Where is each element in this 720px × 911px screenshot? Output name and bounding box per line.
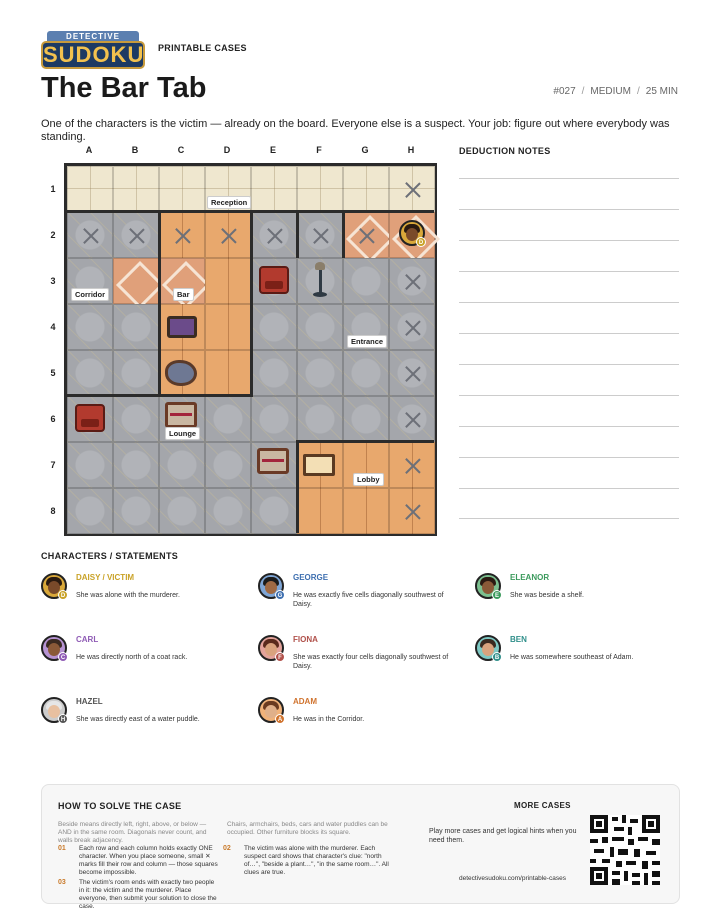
room-label-lounge: Lounge	[165, 427, 200, 440]
character-name: GEORGE	[293, 573, 329, 582]
column-label: D	[223, 145, 231, 155]
x-mark-icon	[221, 228, 237, 244]
board-cell[interactable]	[251, 166, 297, 212]
character-name: ADAM	[293, 697, 317, 706]
row-label: 5	[50, 368, 56, 378]
room-wall	[67, 394, 159, 397]
board-cell[interactable]	[159, 212, 205, 258]
board-cell[interactable]	[297, 396, 343, 442]
character-statement: He was exactly five cells diagonally southwest of Daisy.	[293, 592, 444, 608]
board-cell[interactable]	[205, 396, 251, 442]
logo-small-text: DETECTIVE	[47, 31, 139, 43]
note-line[interactable]	[459, 426, 679, 427]
room-wall	[250, 258, 253, 306]
row-label: 3	[50, 276, 56, 286]
x-mark-icon	[405, 504, 421, 520]
game-board	[64, 163, 437, 536]
armchair-icon	[259, 266, 289, 294]
avatar: B	[475, 635, 501, 661]
row-label: 8	[50, 506, 56, 516]
how-to-intro: Beside means directly left, right, above, or below — AND in the same room. Diagonals never count, and walls break adjacency.	[58, 821, 207, 844]
column-labels	[66, 145, 436, 157]
water-puddle-icon	[165, 360, 197, 386]
board-cell[interactable]	[389, 166, 435, 212]
board-cell[interactable]	[297, 166, 343, 212]
step-text: The victim was alone with the murderer. Each suspect card shows that character's clue: "north of…", "beside a plant…", "in the same room…". All clues are true.	[244, 845, 389, 876]
room-label-entrance: Entrance	[347, 335, 387, 348]
board-cell[interactable]	[205, 258, 251, 304]
board-cell[interactable]	[297, 350, 343, 396]
board-cell[interactable]	[205, 304, 251, 350]
avatar: G	[258, 573, 284, 599]
board-cell[interactable]	[159, 488, 205, 534]
board-cell[interactable]	[159, 442, 205, 488]
board-cell[interactable]	[297, 488, 343, 534]
x-mark-icon	[405, 182, 421, 198]
board-cell[interactable]	[343, 350, 389, 396]
step-text: The victim's room ends with exactly two people in it: the victim and the murderer. Place everyone, then submit your solution to close the case.	[79, 879, 217, 910]
note-line[interactable]	[459, 209, 679, 210]
note-line[interactable]	[459, 302, 679, 303]
row-label: 1	[50, 184, 56, 194]
column-label: C	[177, 145, 185, 155]
room-label-corridor: Corridor	[71, 288, 109, 301]
board-cell[interactable]	[251, 212, 297, 258]
character-card	[41, 635, 241, 691]
x-mark-icon	[175, 228, 191, 244]
character-name: CARL	[76, 635, 99, 644]
x-mark-icon	[313, 228, 329, 244]
character-name: BEN	[510, 635, 527, 644]
board-cell[interactable]	[113, 212, 159, 258]
column-label: F	[316, 145, 322, 155]
qr-code-icon[interactable]	[590, 815, 660, 885]
character-statement: He was somewhere southeast of Adam.	[510, 654, 634, 661]
x-mark-icon	[83, 228, 99, 244]
shelf-icon	[165, 402, 197, 428]
character-statement: He was in the Corridor.	[293, 716, 365, 723]
character-statement: She was exactly four cells diagonally southwest of Daisy.	[293, 654, 449, 670]
character-card	[475, 635, 675, 691]
note-line[interactable]	[459, 271, 679, 272]
case-difficulty: MEDIUM	[590, 86, 631, 97]
case-intro: One of the characters is the victim — already on the board. Everyone else is a suspect. Your job: figure out where everybody was standing.	[41, 118, 670, 143]
note-line[interactable]	[459, 364, 679, 365]
board-cell[interactable]	[205, 212, 251, 258]
room-wall	[296, 440, 299, 533]
board-cell[interactable]	[205, 350, 251, 396]
board-cell[interactable]	[389, 442, 435, 488]
board-cell[interactable]	[205, 488, 251, 534]
board-cell[interactable]	[67, 488, 113, 534]
board-cell[interactable]	[159, 166, 205, 212]
step-number: 03	[58, 879, 66, 886]
board-cell[interactable]	[343, 396, 389, 442]
armchair-icon	[75, 404, 105, 432]
step-number: 01	[58, 845, 66, 852]
row-label: 6	[50, 414, 56, 424]
board-cell[interactable]	[113, 488, 159, 534]
note-line[interactable]	[459, 457, 679, 458]
board-cell[interactable]	[389, 396, 435, 442]
how-to-title: HOW TO SOLVE THE CASE	[58, 801, 182, 811]
board-cell[interactable]	[205, 442, 251, 488]
board-cell[interactable]	[343, 258, 389, 304]
brand-logo	[41, 31, 145, 69]
x-mark-icon	[405, 412, 421, 428]
room-wall	[296, 210, 299, 258]
more-cases-title: MORE CASES	[514, 801, 571, 810]
board-cell[interactable]	[251, 488, 297, 534]
board-cell[interactable]	[113, 258, 159, 304]
board-cell[interactable]	[251, 396, 297, 442]
room-wall	[296, 440, 434, 443]
column-label: B	[131, 145, 139, 155]
row-label: 2	[50, 230, 56, 240]
avatar: F	[258, 635, 284, 661]
room-wall	[158, 210, 161, 396]
avatar: C	[41, 635, 67, 661]
character-card	[41, 573, 241, 629]
character-name: HAZEL	[76, 697, 103, 706]
x-mark-icon	[405, 366, 421, 382]
board-cell[interactable]	[297, 212, 343, 258]
section-label: PRINTABLE CASES	[158, 43, 247, 53]
character-name: FIONA	[293, 635, 318, 644]
shelf-icon	[257, 448, 289, 474]
row-labels	[46, 165, 60, 535]
character-card	[258, 697, 458, 753]
more-cases-text: Play more cases and get logical hints when you need them.	[429, 828, 577, 844]
x-mark-icon	[129, 228, 145, 244]
board-cell[interactable]	[67, 304, 113, 350]
board-cell[interactable]	[251, 350, 297, 396]
avatar: D	[41, 573, 67, 599]
character-card	[258, 573, 458, 629]
board-cell[interactable]	[297, 304, 343, 350]
room-wall	[158, 394, 253, 397]
board-cell[interactable]	[343, 212, 389, 258]
column-label: H	[407, 145, 415, 155]
board-cell[interactable]	[113, 442, 159, 488]
how-to-panel	[41, 784, 680, 910]
desk-icon	[303, 454, 335, 476]
board-cell[interactable]	[67, 212, 113, 258]
x-mark-icon	[405, 320, 421, 336]
board-cell[interactable]	[389, 350, 435, 396]
board-cell[interactable]	[113, 350, 159, 396]
board-cell[interactable]	[67, 166, 113, 212]
room-wall	[342, 210, 345, 258]
character-card	[41, 697, 241, 753]
victim-avatar	[399, 220, 425, 246]
row-label: 7	[50, 460, 56, 470]
character-name: DAISY / VICTIM	[76, 573, 135, 582]
x-mark-icon	[405, 274, 421, 290]
column-label: G	[361, 145, 369, 155]
note-line[interactable]	[459, 395, 679, 396]
room-label-lobby: Lobby	[353, 473, 384, 486]
step-number: 02	[223, 845, 231, 852]
x-mark-icon	[359, 228, 375, 244]
avatar: A	[258, 697, 284, 723]
note-line[interactable]	[459, 240, 679, 241]
note-line[interactable]	[459, 488, 679, 489]
more-cases-link[interactable]: detectivesudoku.com/printable-cases	[459, 875, 566, 882]
board-cell[interactable]	[113, 304, 159, 350]
character-statement: She was alone with the murderer.	[76, 592, 180, 599]
step-text: Each row and each column holds exactly ONE character. When you place someone, small ✕ marks fill their row and column — those squares become impossible.	[79, 845, 218, 876]
board-cell[interactable]	[389, 304, 435, 350]
x-mark-icon	[267, 228, 283, 244]
how-to-intro: Chairs, armchairs, beds, cars and water puddles can be occupied. Other furniture blocks its square.	[227, 821, 388, 836]
characters-title: CHARACTERS / STATEMENTS	[41, 551, 179, 561]
page-title: The Bar Tab	[41, 72, 207, 104]
television-icon	[167, 316, 197, 338]
avatar-badge: D	[416, 237, 426, 247]
row-label: 4	[50, 322, 56, 332]
board-cell[interactable]	[343, 166, 389, 212]
board-cell[interactable]	[389, 258, 435, 304]
board-cell[interactable]	[251, 304, 297, 350]
board-cell[interactable]	[67, 442, 113, 488]
logo-big-text: SUDOKU	[43, 42, 145, 67]
case-meta: #027 / MEDIUM / 25 MIN	[553, 86, 678, 97]
character-card	[475, 573, 675, 629]
avatar: E	[475, 573, 501, 599]
character-card	[258, 635, 458, 691]
character-statement: He was directly north of a coat rack.	[76, 654, 188, 661]
character-statement: She was directly east of a water puddle.	[76, 716, 200, 723]
board-cell[interactable]	[113, 166, 159, 212]
character-name: ELEANOR	[510, 573, 550, 582]
x-mark-icon	[405, 458, 421, 474]
case-number: #027	[553, 86, 576, 97]
coat-rack-icon	[313, 262, 327, 298]
case-time: 25 MIN	[645, 86, 678, 97]
board-cell[interactable]	[113, 396, 159, 442]
note-line[interactable]	[459, 333, 679, 334]
column-label: A	[85, 145, 93, 155]
avatar: H	[41, 697, 67, 723]
board-cell[interactable]	[389, 488, 435, 534]
character-statement: She was beside a shelf.	[510, 592, 584, 599]
room-label-bar: Bar	[173, 288, 194, 301]
room-label-reception: Reception	[207, 196, 251, 209]
column-label: E	[269, 145, 276, 155]
deduction-notes-title: DEDUCTION NOTES	[459, 146, 551, 156]
board-cell[interactable]	[67, 350, 113, 396]
note-line[interactable]	[459, 178, 679, 179]
board-cell[interactable]	[343, 488, 389, 534]
note-line[interactable]	[459, 518, 679, 519]
